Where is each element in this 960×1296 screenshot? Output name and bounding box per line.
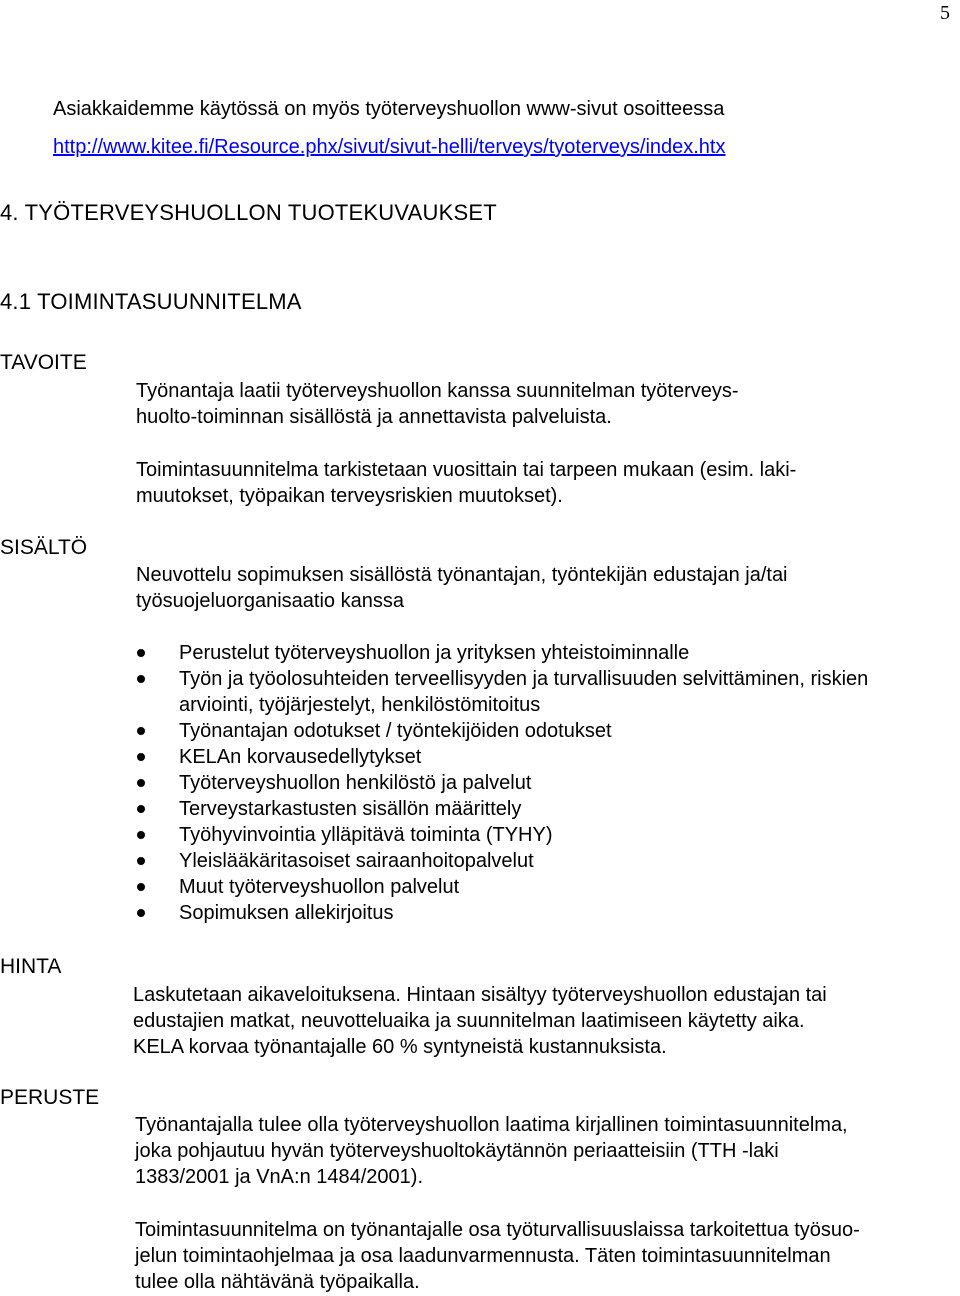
list-item-text: Työn ja työolosuhteiden terveellisyyden ja turvallisuuden selvittäminen, riskien	[179, 668, 869, 690]
tavoite-paragraph-1	[136, 378, 739, 430]
text-line: työsuojeluorganisaatio kanssa	[136, 590, 404, 612]
text-line: joka pohjautuu hyvän työterveyshuoltokäytännön periaatteisiin (TTH -laki	[135, 1140, 779, 1162]
peruste-label: PERUSTE	[0, 1086, 100, 1109]
text-line: Toimintasuunnitelma on työnantajalle osa työturvallisuuslaissa tarkoitettua työsuo-	[135, 1219, 860, 1241]
bullet-icon	[137, 831, 145, 839]
list-item	[136, 640, 960, 666]
bullet-icon	[137, 675, 145, 683]
list-item	[136, 666, 960, 718]
sisalto-intro	[136, 562, 788, 614]
hinta-label: HINTA	[0, 955, 62, 978]
text-line: 1383/2001 ja VnA:n 1484/2001).	[135, 1166, 424, 1188]
list-item-text: Työnantajan odotukset / työntekijöiden odotukset	[179, 720, 612, 742]
list-item-text: arviointi, työjärjestelyt, henkilöstömitoitus	[179, 694, 541, 716]
sisalto-label: SISÄLTÖ	[0, 536, 88, 559]
list-item	[136, 744, 960, 770]
list-item-text: KELAn korvausedellytykset	[179, 746, 422, 768]
subsection-heading: 4.1 TOIMINTASUUNNITELMA	[0, 289, 302, 314]
list-item	[136, 848, 960, 874]
list-item-text: Yleislääkäritasoiset sairaanhoitopalvelut	[179, 850, 534, 872]
peruste-paragraph-2	[135, 1217, 860, 1295]
website-link[interactable]: http://www.kitee.fi/Resource.phx/sivut/sivut-helli/terveys/tyoterveys/index.htx	[53, 136, 726, 158]
tavoite-paragraph-2	[136, 457, 796, 509]
section-heading: 4. TYÖTERVEYSHUOLLON TUOTEKUVAUKSET	[0, 200, 497, 225]
intro-text: Asiakkaidemme käytössä on myös työterveyshuollon www-sivut osoitteessa	[53, 98, 725, 120]
list-item-text: Työterveyshuollon henkilöstö ja palvelut	[179, 772, 532, 794]
bullet-icon	[137, 727, 145, 735]
list-item-text: Perustelut työterveyshuollon ja yrityksen yhteistoiminnalle	[179, 642, 690, 664]
bullet-icon	[137, 649, 145, 657]
text-line: huolto-toiminnan sisällöstä ja annettavista palveluista.	[136, 406, 612, 428]
list-item	[136, 874, 960, 900]
bullet-icon	[137, 909, 145, 917]
bullet-icon	[137, 857, 145, 865]
tavoite-label: TAVOITE	[0, 351, 87, 374]
list-item	[136, 900, 960, 926]
list-item	[136, 822, 960, 848]
sisalto-bullet-list	[136, 640, 960, 926]
text-line: edustajien matkat, neuvotteluaika ja suunnitelman laatimiseen käytetty aika.	[133, 1010, 805, 1032]
peruste-paragraph-1	[135, 1112, 848, 1190]
list-item-text: Muut työterveyshuollon palvelut	[179, 876, 460, 898]
bullet-icon	[137, 883, 145, 891]
bullet-icon	[137, 779, 145, 787]
list-item-text: Terveystarkastusten sisällön määrittely	[179, 798, 522, 820]
hinta-paragraph	[133, 982, 827, 1060]
text-line: Neuvottelu sopimuksen sisällöstä työnantajan, työntekijän edustajan ja/tai	[136, 564, 788, 586]
text-line: Toimintasuunnitelma tarkistetaan vuosittain tai tarpeen mukaan (esim. laki-	[136, 459, 797, 481]
text-line: muutokset, työpaikan terveysriskien muutokset).	[136, 485, 563, 507]
text-line: Työnantaja laatii työterveyshuollon kanssa suunnitelman työterveys-	[136, 380, 739, 402]
text-line: KELA korvaa työnantajalle 60 % syntyneistä kustannuksista.	[133, 1036, 667, 1058]
list-item	[136, 796, 960, 822]
bullet-icon	[137, 805, 145, 813]
page-number: 5	[940, 2, 950, 24]
text-line: Työnantajalla tulee olla työterveyshuollon laatima kirjallinen toimintasuunnitelma,	[135, 1114, 848, 1136]
text-line: Laskutetaan aikaveloituksena. Hintaan sisältyy työterveyshuollon edustajan tai	[133, 984, 827, 1006]
bullet-icon	[137, 753, 145, 761]
list-item	[136, 718, 960, 744]
list-item-text: Työhyvinvointia ylläpitävä toiminta (TYHY)	[179, 824, 553, 846]
list-item	[136, 770, 960, 796]
text-line: tulee olla nähtävänä työpaikalla.	[135, 1271, 420, 1293]
list-item-text: Sopimuksen allekirjoitus	[179, 902, 394, 924]
text-line: jelun toimintaohjelmaa ja osa laadunvarmennusta. Täten toimintasuunnitelman	[135, 1245, 831, 1267]
